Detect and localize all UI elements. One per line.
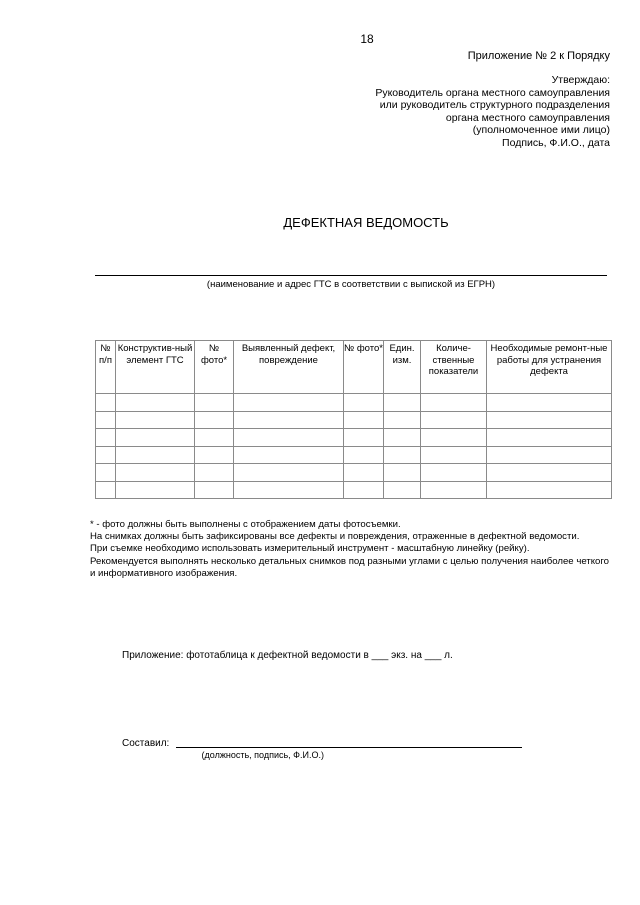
note-paragraph: * - фото должны быть выполнены с отображением даты фотосъемки.	[90, 519, 401, 530]
object-name-caption: (наименование и адрес ГТС в соответствии с выпиской из ЕГРН)	[206, 279, 496, 290]
table-cell	[195, 446, 234, 464]
column-header: Конструктив-ный элемент ГТС	[116, 341, 195, 394]
table-cell	[421, 394, 487, 412]
table-cell	[116, 446, 195, 464]
table-row	[96, 429, 612, 447]
table-cell	[116, 481, 195, 499]
object-name-line	[95, 275, 607, 276]
note-paragraph: Рекомендуется выполнять несколько детальных снимков под разными углами с целью получения наиболее четкого и информативного изображения.	[90, 555, 609, 579]
table-cell	[116, 464, 195, 482]
compiled-by-signature-line	[176, 747, 522, 748]
table-cell	[344, 394, 384, 412]
document-title: ДЕФЕКТНАЯ ВЕДОМОСТЬ	[283, 215, 449, 230]
table-cell	[195, 411, 234, 429]
page-number: 18	[360, 32, 374, 46]
table-cell	[96, 411, 116, 429]
table-cell	[116, 429, 195, 447]
table-cell	[96, 446, 116, 464]
table-cell	[384, 394, 421, 412]
approval-line: Подпись, Ф.И.О., дата	[502, 136, 610, 149]
table-cell	[487, 394, 612, 412]
table-cell	[344, 481, 384, 499]
column-header: Един. изм.	[384, 341, 421, 394]
table-cell	[344, 411, 384, 429]
column-header: № фото*	[344, 341, 384, 394]
table-cell	[195, 394, 234, 412]
table-cell	[487, 429, 612, 447]
column-header: № п/п	[96, 341, 116, 394]
table-cell	[234, 411, 344, 429]
table-row	[96, 481, 612, 499]
table-cell	[487, 481, 612, 499]
table-row	[96, 464, 612, 482]
table-cell	[421, 429, 487, 447]
note-paragraph: При съемке необходимо использовать измерительный инструмент - масштабную линейку (рейку).	[90, 543, 530, 555]
table-cell	[421, 481, 487, 499]
compiled-by-label: Составил:	[122, 738, 170, 749]
table-row	[96, 446, 612, 464]
table-cell	[421, 411, 487, 429]
table-cell	[234, 481, 344, 499]
table-cell	[344, 464, 384, 482]
compiled-by-caption: (должность, подпись, Ф.И.О.)	[201, 750, 324, 760]
notes-block	[90, 519, 609, 580]
table-cell	[96, 429, 116, 447]
approval-line: органа местного самоуправления	[445, 111, 610, 124]
approval-line: Утверждаю:	[551, 74, 610, 86]
table-body	[96, 394, 612, 499]
table-cell	[234, 464, 344, 482]
column-header: Количе-ственные показатели	[421, 341, 487, 394]
appendix-note: Приложение № 2 к Порядку	[467, 50, 610, 62]
approval-line: (уполномоченное ими лицо)	[472, 124, 610, 137]
table-cell	[234, 446, 344, 464]
table-cell	[234, 429, 344, 447]
column-header: № фото*	[195, 341, 234, 394]
table-cell	[421, 446, 487, 464]
table-cell	[344, 429, 384, 447]
table-cell	[384, 446, 421, 464]
column-header: Необходимые ремонт-ные работы для устранения дефекта	[487, 341, 612, 394]
attachment-line: Приложение: фототаблица к дефектной ведомости в ___ экз. на ___ л.	[122, 650, 453, 661]
table-row	[96, 411, 612, 429]
table-cell	[116, 394, 195, 412]
approval-block	[375, 74, 610, 150]
table-cell	[487, 446, 612, 464]
table-cell	[384, 411, 421, 429]
table-cell	[195, 429, 234, 447]
table-cell	[96, 394, 116, 412]
table-cell	[116, 411, 195, 429]
table-cell	[487, 464, 612, 482]
table-cell	[96, 481, 116, 499]
table-row	[96, 394, 612, 412]
table-cell	[195, 481, 234, 499]
table-cell	[384, 481, 421, 499]
table-cell	[421, 464, 487, 482]
note-paragraph: На снимках должны быть зафиксированы все дефекты и повреждения, отраженные в дефектной ведомости.	[90, 531, 580, 543]
table-cell	[487, 411, 612, 429]
table-cell	[344, 446, 384, 464]
approval-line: или руководитель структурного подразделения	[379, 99, 610, 112]
column-header: Выявленный дефект, повреждение	[234, 341, 344, 394]
table-cell	[384, 464, 421, 482]
defects-table	[95, 340, 612, 499]
table-cell	[96, 464, 116, 482]
table-header-row	[96, 341, 612, 394]
approval-line: Руководитель органа местного самоуправления	[375, 86, 610, 99]
table-cell	[384, 429, 421, 447]
table-cell	[234, 394, 344, 412]
table-cell	[195, 464, 234, 482]
